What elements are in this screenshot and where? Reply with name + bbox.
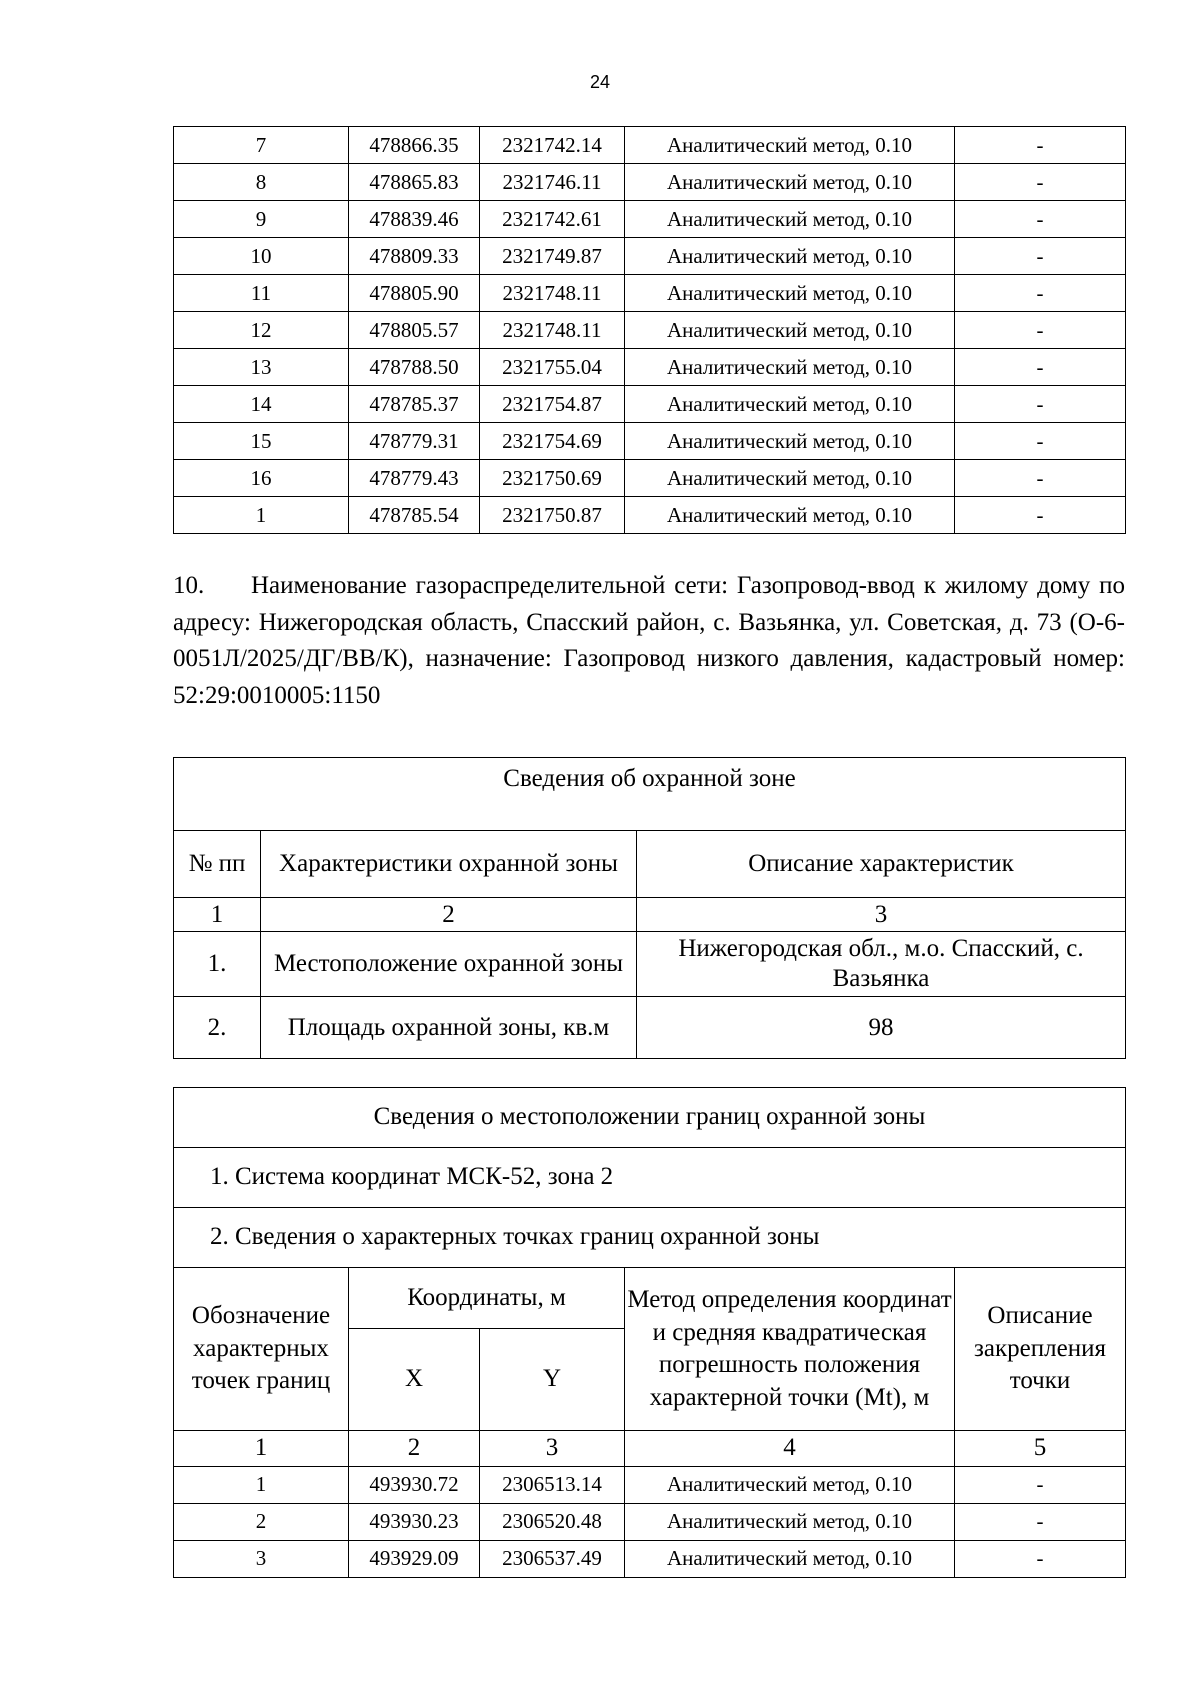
- column-number: 2: [261, 898, 637, 932]
- page-number: 24: [589, 72, 611, 92]
- paragraph-text: Наименование газораспределительной сети: Газопровод-ввод к жилому дому по адресу: Нижегородская область, Спасский район, с. Вазьянка, ул. Советская, д. 73 (О-6-0051Л/2025/ДГ/ВВ/К), назначение: Газопровод низкого давления, кадастровый номер: 52:29:0010005:1150: [173, 572, 1125, 709]
- coord-y: 2306513.14: [480, 1467, 625, 1504]
- fixing: -: [955, 1541, 1126, 1578]
- fixing: -: [955, 275, 1126, 312]
- table-row: [174, 164, 1126, 201]
- point-id: 7: [174, 127, 349, 164]
- characteristic-value: 98: [637, 997, 1126, 1059]
- column-number: 5: [955, 1431, 1126, 1467]
- header-characteristics: Характеристики охранной зоны: [261, 831, 637, 898]
- coord-x: 478805.57: [349, 312, 480, 349]
- point-id: 9: [174, 201, 349, 238]
- fixing: -: [955, 423, 1126, 460]
- coord-x: 493929.09: [349, 1541, 480, 1578]
- method: Аналитический метод, 0.10: [625, 423, 955, 460]
- method: Аналитический метод, 0.10: [625, 275, 955, 312]
- characteristic-name: Местоположение охранной зоны: [261, 932, 637, 997]
- point-id: 8: [174, 164, 349, 201]
- method: Аналитический метод, 0.10: [625, 497, 955, 534]
- column-number: 3: [637, 898, 1126, 932]
- header-designation: Обозначение характерных точек границ: [174, 1268, 349, 1431]
- boundary-location-table: [173, 1087, 1126, 1578]
- column-number: 2: [349, 1431, 480, 1467]
- table-row: [174, 275, 1126, 312]
- method: Аналитический метод, 0.10: [625, 460, 955, 497]
- table-row: [174, 349, 1126, 386]
- coord-x: 478805.90: [349, 275, 480, 312]
- column-number: 1: [174, 898, 261, 932]
- fixing: -: [955, 127, 1126, 164]
- coord-y: 2321749.87: [480, 238, 625, 275]
- coord-x: 478788.50: [349, 349, 480, 386]
- point-id: 13: [174, 349, 349, 386]
- gas-network-description: [173, 568, 1125, 714]
- point-id: 12: [174, 312, 349, 349]
- method: Аналитический метод, 0.10: [625, 386, 955, 423]
- header-method: Метод определения координат и средняя квадратическая погрешность положения характерной точки (Mt), м: [625, 1268, 955, 1431]
- header-coordinates: Координаты, м: [349, 1268, 625, 1329]
- method: Аналитический метод, 0.10: [625, 1504, 955, 1541]
- coord-y: 2321748.11: [480, 312, 625, 349]
- row-number: 2.: [174, 997, 261, 1059]
- coord-x: 478779.43: [349, 460, 480, 497]
- fixing: -: [955, 312, 1126, 349]
- method: Аналитический метод, 0.10: [625, 164, 955, 201]
- fixing: -: [955, 497, 1126, 534]
- fixing: -: [955, 164, 1126, 201]
- coord-y: 2321755.04: [480, 349, 625, 386]
- coord-y: 2321754.69: [480, 423, 625, 460]
- coord-y: 2306520.48: [480, 1504, 625, 1541]
- header-fixing: Описание закрепления точки: [955, 1268, 1126, 1431]
- table-row: [174, 497, 1126, 534]
- coord-y: 2321750.87: [480, 497, 625, 534]
- zone-table-title: Сведения об охранной зоне: [174, 758, 1126, 831]
- method: Аналитический метод, 0.10: [625, 1541, 955, 1578]
- fixing: -: [955, 386, 1126, 423]
- table-row: [174, 423, 1126, 460]
- point-id: 14: [174, 386, 349, 423]
- fixing: -: [955, 460, 1126, 497]
- method: Аналитический метод, 0.10: [625, 201, 955, 238]
- coord-y: 2321750.69: [480, 460, 625, 497]
- row-number: 1.: [174, 932, 261, 997]
- point-id: 15: [174, 423, 349, 460]
- point-id: 1: [174, 497, 349, 534]
- coord-y: 2321742.14: [480, 127, 625, 164]
- table-row: [174, 386, 1126, 423]
- coord-x: 478785.37: [349, 386, 480, 423]
- coord-y: 2321748.11: [480, 275, 625, 312]
- points-title: 2. Сведения о характерных точках границ охранной зоны: [174, 1208, 1126, 1268]
- header-y: Y: [480, 1329, 625, 1431]
- coord-y: 2321746.11: [480, 164, 625, 201]
- coord-y: 2321754.87: [480, 386, 625, 423]
- coord-x: 478865.83: [349, 164, 480, 201]
- coord-x: 478809.33: [349, 238, 480, 275]
- header-description: Описание характеристик: [637, 831, 1126, 898]
- table-row: [174, 127, 1126, 164]
- point-id: 16: [174, 460, 349, 497]
- coord-x: 478785.54: [349, 497, 480, 534]
- table-row: [174, 312, 1126, 349]
- characteristic-value: Нижегородская обл., м.о. Спасский, с. Вазьянка: [637, 932, 1126, 997]
- coord-x: 478866.35: [349, 127, 480, 164]
- boundary-table-title: Сведения о местоположении границ охранной зоны: [174, 1088, 1126, 1148]
- header-x: X: [349, 1329, 480, 1431]
- coord-x: 493930.23: [349, 1504, 480, 1541]
- method: Аналитический метод, 0.10: [625, 1467, 955, 1504]
- header-number: № пп: [174, 831, 261, 898]
- point-id: 11: [174, 275, 349, 312]
- method: Аналитический метод, 0.10: [625, 312, 955, 349]
- coordinate-system: 1. Система координат МСК-52, зона 2: [174, 1148, 1126, 1208]
- fixing: -: [955, 201, 1126, 238]
- fixing: -: [955, 1467, 1126, 1504]
- coordinates-table-continued: [173, 126, 1126, 534]
- fixing: -: [955, 349, 1126, 386]
- point-id: 3: [174, 1541, 349, 1578]
- column-number: 1: [174, 1431, 349, 1467]
- coord-x: 493930.72: [349, 1467, 480, 1504]
- column-number: 3: [480, 1431, 625, 1467]
- paragraph-number: 10.: [173, 572, 205, 599]
- table-row: [174, 238, 1126, 275]
- coord-y: 2306537.49: [480, 1541, 625, 1578]
- method: Аналитический метод, 0.10: [625, 349, 955, 386]
- coord-x: 478779.31: [349, 423, 480, 460]
- protection-zone-table: [173, 757, 1126, 1059]
- fixing: -: [955, 238, 1126, 275]
- coord-y: 2321742.61: [480, 201, 625, 238]
- column-number: 4: [625, 1431, 955, 1467]
- table-row: [174, 201, 1126, 238]
- method: Аналитический метод, 0.10: [625, 238, 955, 275]
- table-row: [174, 460, 1126, 497]
- method: Аналитический метод, 0.10: [625, 127, 955, 164]
- point-id: 10: [174, 238, 349, 275]
- coord-x: 478839.46: [349, 201, 480, 238]
- fixing: -: [955, 1504, 1126, 1541]
- point-id: 1: [174, 1467, 349, 1504]
- characteristic-name: Площадь охранной зоны, кв.м: [261, 997, 637, 1059]
- point-id: 2: [174, 1504, 349, 1541]
